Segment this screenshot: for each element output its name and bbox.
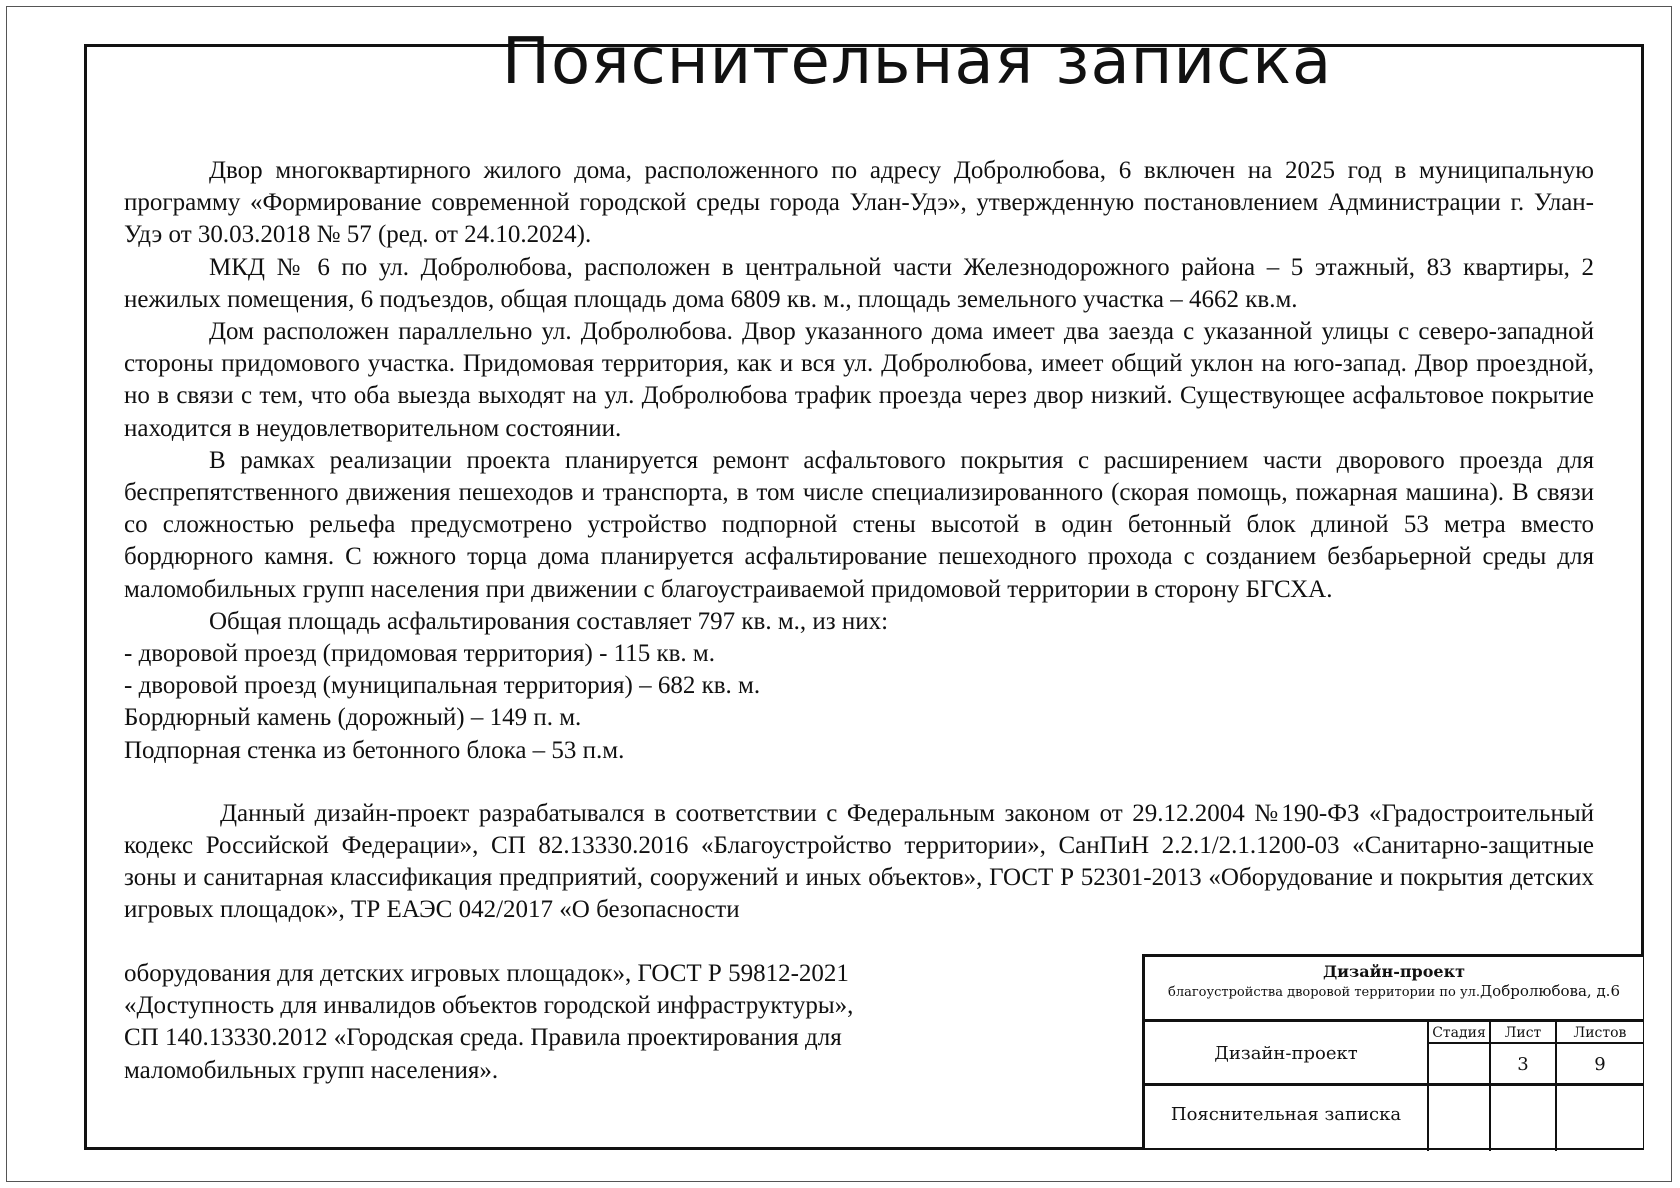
title-block-empty-cell — [1491, 1086, 1557, 1151]
regulations-line: СП 140.13330.2012 «Городская среда. Правила проектирования для — [124, 1024, 842, 1052]
title-block-project-title: Дизайн-проект — [1322, 962, 1466, 981]
title-block-empty-cell — [1557, 1086, 1643, 1151]
page-title: Пояснительная записка — [501, 25, 1333, 99]
title-block-project-subtitle — [1145, 982, 1643, 1002]
title-block-col-stage: Стадия — [1429, 1022, 1491, 1044]
title-block-stage-name: Дизайн-проект — [1145, 1022, 1429, 1086]
title-block-col-sheets: Листов — [1557, 1022, 1643, 1044]
paragraph-site-description: Дом расположен параллельно ул. Добролюбова. Двор указанного дома имеет два заезда с указанной улицы с северо-западной стороны придомового участка. Придомовая территория, как и вся ул. Добролюбова, имеет общий уклон на юго-запад. Двор проездной, но в связи с тем, что оба выезда выходят на ул. Добролюбова трафик проезда через двор низкий. Существующее асфальтовое покрытие находится в неудовлетворительном состоянии. — [124, 318, 1594, 442]
paragraph-gap — [124, 767, 1594, 798]
regulations-line: «Доступность для инвалидов объектов городской инфраструктуры», — [124, 992, 854, 1020]
paragraph-regulations: Данный дизайн-проект разрабатывался в соответствии с Федеральным законом от 29.12.2004 №190-ФЗ «Градостроительный кодекс Российской Федерации», СП 82.13330.2016 «Благоустройство территории», СанПиН 2.2.1/2.1.1200-03 «Санитарно-защитные зоны и санитарная классификация предприятий, сооружений и иных объектов», ГОСТ Р 52301-2013 «Оборудование и покрытия детских игровых площадок», ТР ЕАЭС 042/2017 «О безопасности — [124, 799, 1594, 924]
title-block-stage-value — [1429, 1044, 1491, 1086]
paragraph-asphalt-area: Общая площадь асфальтирования составляет 797 кв. м., из них: — [209, 607, 889, 635]
regulations-line: оборудования для детских игровых площадок», ГОСТ Р 59812-2021 — [124, 960, 849, 987]
title-block-header — [1145, 957, 1643, 1022]
title-block-sheet-name: Пояснительная записка — [1145, 1086, 1429, 1151]
list-item: Бордюрный камень (дорожный) – 149 п. м. — [124, 704, 582, 732]
regulations-line: маломобильных групп населения». — [124, 1056, 499, 1084]
paragraph-building-info: МКД № 6 по ул. Добролюбова, расположен в центральной части Железнодорожного района – 5 этажный, 83 квартиры, 2 нежилых помещения, 6 подъездов, общая площадь дома 6809 кв. м., площадь земельного участка – 4662 кв.м. — [124, 253, 1594, 313]
title-block-address: Добролюбова, д.6 — [1479, 982, 1620, 1000]
list-item: - дворовой проезд (придомовая территория) - 115 кв. м. — [124, 640, 716, 668]
title-block-empty-cell — [1429, 1086, 1491, 1151]
title-block-subtitle-text: благоустройства дворовой территории по ул. — [1168, 985, 1480, 1000]
title-block-sheet-number: 3 — [1491, 1044, 1557, 1086]
paragraph-yard-program: Двор многоквартирного жилого дома, расположенного по адресу Добролюбова, 6 включен на 2025 год в муниципальную программу «Формирование современной городской среды города Улан-Удэ», утвержденную постановлением Администрации г. Улан-Удэ от 30.03.2018 № 57 (ред. от 24.10.2024). — [124, 157, 1594, 249]
regulations-continuation — [124, 958, 1024, 1087]
document-body — [124, 155, 1594, 927]
list-item: - дворовой проезд (муниципальная территория) – 682 кв. м. — [124, 672, 761, 700]
title-block-sheet-count: 9 — [1557, 1044, 1643, 1086]
paragraph-project-scope: В рамках реализации проекта планируется ремонт асфальтового покрытия с расширением части дворового проезда для беспрепятственного движения пешеходов и транспорта, в том числе специализированного (скорая помощь, пожарная машина). В связи со сложностью рельефа предусмотрено устройство подпорной стены высотой в один бетонный блок длиной 53 метра вместо бордюрного камня. С южного торца дома планируется асфальтирование пешеходного прохода с созданием безбарьерной среды для маломобильных групп населения при движении с благоустраиваемой придомовой территории в сторону БГСХА. — [124, 446, 1594, 603]
title-block-col-sheet: Лист — [1491, 1022, 1557, 1044]
title-block — [1142, 954, 1643, 1148]
list-item: Подпорная стенка из бетонного блока – 53 п.м. — [124, 736, 625, 764]
